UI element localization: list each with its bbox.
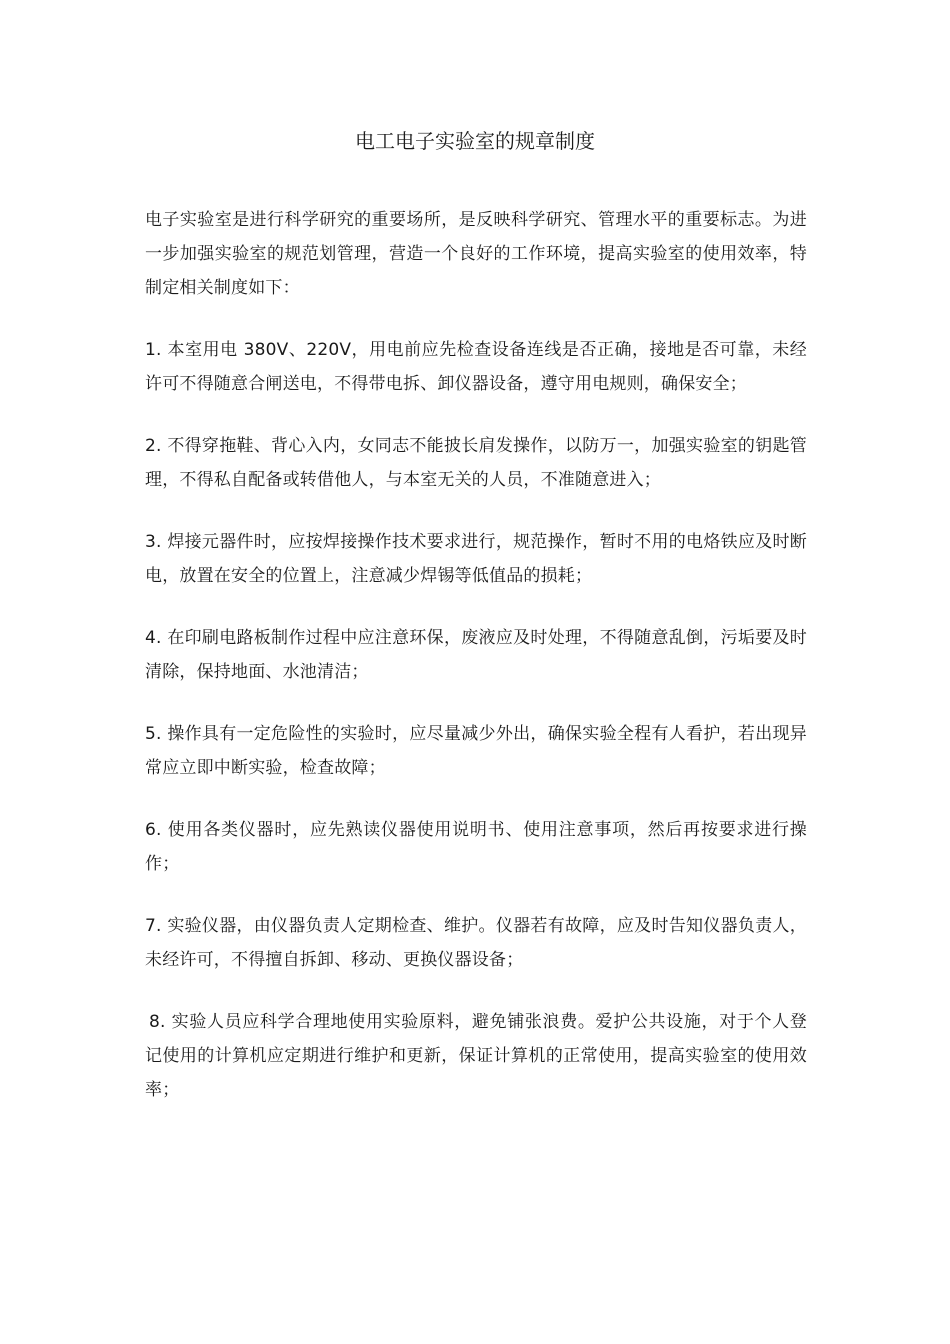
rule-paragraph-1: 1. 本室用电 380V、220V，用电前应先检查设备连线是否正确，接地是否可靠，未经许可不得随意合闸送电，不得带电拆、卸仪器设备，遵守用电规则，确保安全； <box>145 340 807 394</box>
intro-paragraph: 电子实验室是进行科学研究的重要场所，是反映科学研究、管理水平的重要标志。为进一步加强实验室的规范划管理，营造一个良好的工作环境，提高实验室的使用效率，特制定相关制度如下： <box>145 210 807 298</box>
rule-paragraph-4: 4. 在印刷电路板制作过程中应注意环保，废液应及时处理，不得随意乱倒，污垢要及时清除，保持地面、水池清洁； <box>145 628 807 682</box>
document-body <box>145 203 807 1135</box>
document-title: 电工电子实验室的规章制度 <box>355 129 595 153</box>
rule-paragraph-2: 2. 不得穿拖鞋、背心入内，女同志不能披长肩发操作，以防万一，加强实验室的钥匙管理，不得私自配备或转借他人，与本室无关的人员，不准随意进入； <box>145 436 807 490</box>
rule-paragraph-7: 7. 实验仪器，由仪器负责人定期检查、维护。仪器若有故障，应及时告知仪器负责人，未经许可，不得擅自拆卸、移动、更换仪器设备； <box>145 916 807 970</box>
rule-paragraph-8: 8. 实验人员应科学合理地使用实验原料，避免铺张浪费。爱护公共设施，对于个人登记使用的计算机应定期进行维护和更新，保证计算机的正常使用，提高实验室的使用效率； <box>145 1012 807 1100</box>
rule-paragraph-5: 5. 操作具有一定危险性的实验时，应尽量减少外出，确保实验全程有人看护，若出现异常应立即中断实验，检查故障； <box>145 724 807 778</box>
rule-paragraph-6: 6. 使用各类仪器时，应先熟读仪器使用说明书、使用注意事项，然后再按要求进行操作； <box>145 820 807 874</box>
rule-paragraph-3: 3. 焊接元器件时，应按焊接操作技术要求进行，规范操作，暂时不用的电烙铁应及时断电，放置在安全的位置上，注意减少焊锡等低值品的损耗； <box>145 532 807 586</box>
